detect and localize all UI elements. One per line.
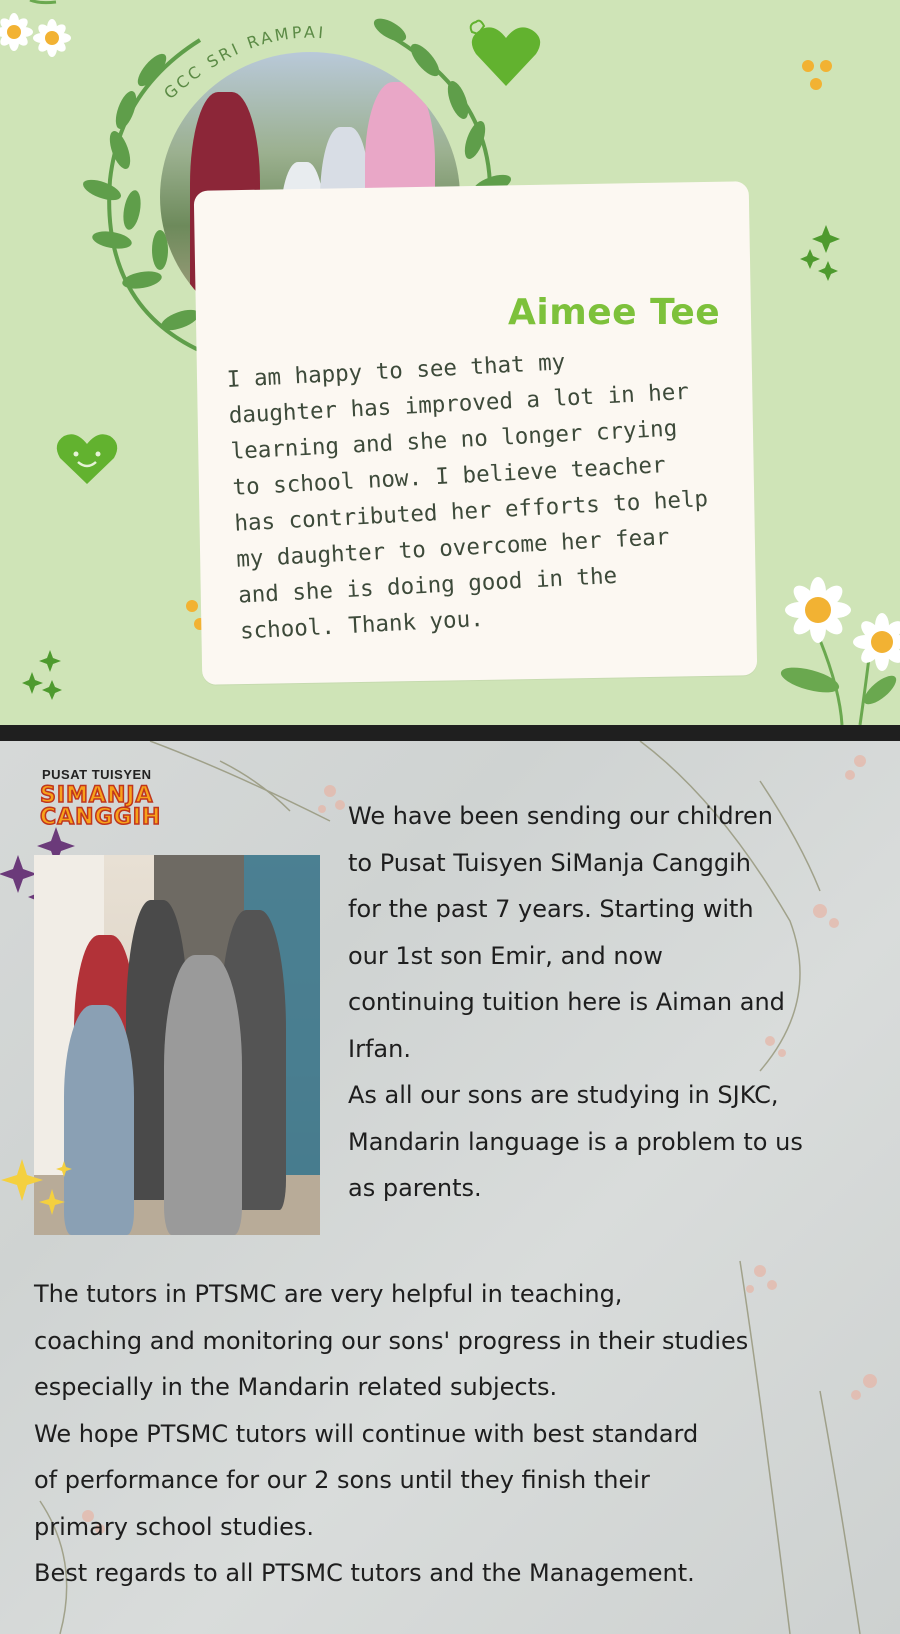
- testimonial-quote: I am happy to see that my daughter has improved a lot in her learning and she no longer crying to school now. I believe teacher has contributed her efforts to help my daughter to overcome her fear and she is doing good in the school. Thank you.: [226, 349, 709, 645]
- logo-line1: PUSAT TUISYEN: [42, 767, 152, 782]
- author-name: Aimee Tee: [508, 292, 721, 333]
- sparkle-icon: [22, 650, 67, 710]
- testimonial-card-bottom: [0, 741, 900, 1634]
- smiling-heart-icon: [52, 428, 122, 488]
- svg-text:GCC SRI RAMPAI: [160, 23, 327, 103]
- daisy-flower-icon: [770, 570, 900, 725]
- testimonial-card-top: [0, 0, 900, 725]
- sparkle-icon: [800, 225, 840, 285]
- sparkle-icon: [0, 1159, 80, 1229]
- logo-line2: SIMANJA: [40, 783, 154, 808]
- testimonial-paragraph-2: The tutors in PTSMC are very helpful in teaching, coaching and monitoring our sons' progress in their studies especially in the Mandarin related subjects. We hope PTSMC tutors will continue with best standard of performance for our 2 sons until they finish their primary school studies. Best regards to all PTSMC tutors and the Management.: [34, 1280, 749, 1587]
- logo-line3: CANGGIH: [40, 805, 162, 830]
- testimonial-paragraph-1: We have been sending our children to Pusat Tuisyen SiManja Canggih for the past 7 years. Starting with our 1st son Emir, and now continuing tuition here is Aiman and Irfan. As all our sons are studying in SJKC, Mandarin language is a problem to us as parents.: [348, 802, 803, 1202]
- section-divider: [0, 725, 900, 741]
- yellow-dots-icon: [800, 58, 840, 98]
- heart-icon: [466, 14, 546, 94]
- badge-text: GCC SRI RAMPAI: [160, 22, 327, 103]
